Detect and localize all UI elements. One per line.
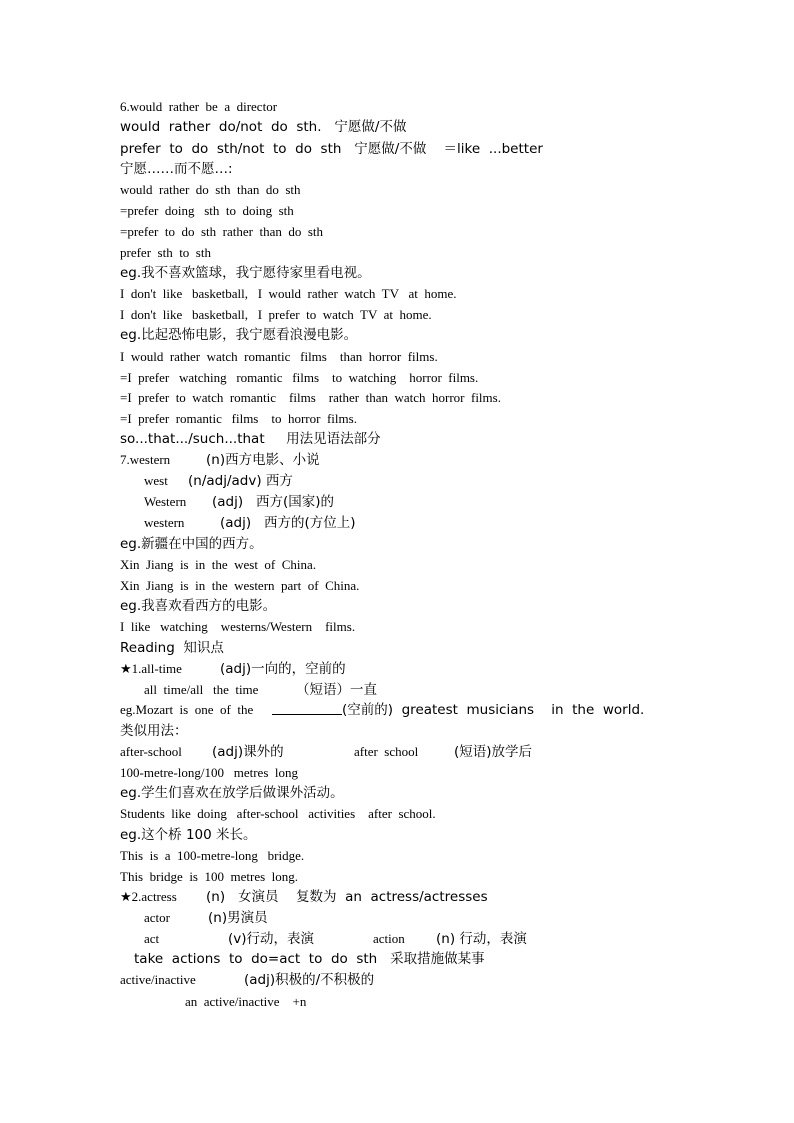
- text-line: [120, 742, 580, 762]
- text-line: [120, 700, 645, 720]
- text-line: eg.我不喜欢篮球，我宁愿待家里看电视。: [120, 265, 371, 281]
- text-line: [144, 513, 544, 533]
- term: Western: [144, 494, 187, 509]
- text-line: [120, 970, 520, 990]
- text-line: eg.新疆在中国的西方。: [120, 536, 263, 552]
- definition: (n) 行动，表演: [436, 931, 527, 947]
- text-line: This is a 100-metre-long bridge.: [120, 848, 305, 863]
- text-line: would rather do sth than do sth: [120, 182, 301, 197]
- text-line: 宁愿……而不愿…:: [120, 161, 233, 177]
- text-line: I like watching westerns/Western films.: [120, 619, 356, 634]
- term: west: [144, 473, 168, 488]
- text-line: I don't like basketball, I prefer to watch TV at home.: [120, 307, 432, 322]
- text-line: [144, 492, 544, 512]
- section-heading: Reading 知识点: [120, 640, 224, 656]
- text-line: 6.would rather be a director: [120, 99, 278, 114]
- definition: (n/adj/adv) 西方: [188, 473, 293, 489]
- answer-blank: [272, 702, 342, 715]
- definition: (n)男演员: [208, 910, 268, 926]
- definition: (adj)积极的/不积极的: [244, 972, 375, 988]
- text-line: =I prefer to watch romantic films rather than watch horror films.: [120, 390, 501, 405]
- text-line: I don't like basketball, I would rather watch TV at home.: [120, 286, 457, 301]
- text-line: =prefer to do sth rather than do sth: [120, 224, 324, 239]
- text-line: [144, 471, 544, 491]
- definition: (adj) 西方的(方位上): [220, 515, 356, 531]
- text-line: 类似用法：: [120, 723, 188, 739]
- definition: (adj)课外的: [212, 744, 284, 760]
- definition: (n)西方电影、小说: [206, 452, 320, 468]
- text-line: I would rather watch romantic films than horror films.: [120, 349, 438, 364]
- text-line: =I prefer watching romantic films to watching horror films.: [120, 370, 479, 385]
- term: active/inactive: [120, 972, 196, 987]
- text-line: [144, 929, 564, 949]
- term: after-school: [120, 744, 182, 759]
- definition: (短语)放学后: [454, 744, 533, 760]
- definition: (n) 女演员: [206, 889, 279, 905]
- term: all time/all the time: [144, 682, 259, 697]
- text-line: [120, 659, 520, 679]
- text-line: [120, 450, 520, 470]
- term: ★1.all-time: [120, 661, 182, 676]
- text-line: [120, 887, 540, 907]
- text-line: [144, 680, 544, 700]
- text-line: eg.比起恐怖电影，我宁愿看浪漫电影。: [120, 327, 358, 343]
- text-line: would rather do/not do sth. 宁愿做/不做: [120, 119, 407, 135]
- term: after school: [354, 744, 419, 759]
- term: ★2.actress: [120, 889, 177, 904]
- text-line: Students like doing after-school activities after school.: [120, 806, 436, 821]
- text-line: Xin Jiang is in the western part of China.: [120, 578, 360, 593]
- text-line: Xin Jiang is in the west of China.: [120, 557, 317, 572]
- term: western: [144, 515, 185, 530]
- term: actor: [144, 910, 170, 925]
- sentence-start: eg.Mozart is one of the: [120, 702, 257, 717]
- text-line: take actions to do=act to do sth 采取措施做某事: [134, 951, 485, 967]
- definition: (adj) 西方(国家)的: [212, 494, 335, 510]
- text-line: eg.我喜欢看西方的电影。: [120, 598, 277, 614]
- text-line: This bridge is 100 metres long.: [120, 869, 299, 884]
- text-line: eg.学生们喜欢在放学后做课外活动。: [120, 785, 344, 801]
- text-line: 100-metre-long/100 metres long: [120, 765, 298, 780]
- definition: (adj)一向的，空前的: [220, 661, 346, 677]
- text-line: =I prefer romantic films to horror films.: [120, 411, 357, 426]
- text-line: eg.这个桥 100 米长。: [120, 827, 257, 843]
- definition: (v)行动，表演: [228, 931, 315, 947]
- note: 复数为 an actress/actresses: [296, 889, 488, 905]
- text-line: an active/inactive +n: [185, 994, 307, 1009]
- sentence-end: (空前的) greatest musicians in the world.: [342, 702, 645, 718]
- definition: （短语）一直: [296, 682, 377, 698]
- term: 7.western: [120, 452, 171, 467]
- text-line: so...that.../such...that 用法见语法部分: [120, 431, 381, 447]
- term: action: [373, 931, 405, 946]
- term: act: [144, 931, 160, 946]
- text-line: prefer to do sth/not to do sth 宁愿做/不做 ＝like ...better: [120, 141, 543, 157]
- text-line: =prefer doing sth to doing sth: [120, 203, 294, 218]
- text-line: prefer sth to sth: [120, 245, 211, 260]
- text-line: [144, 908, 444, 928]
